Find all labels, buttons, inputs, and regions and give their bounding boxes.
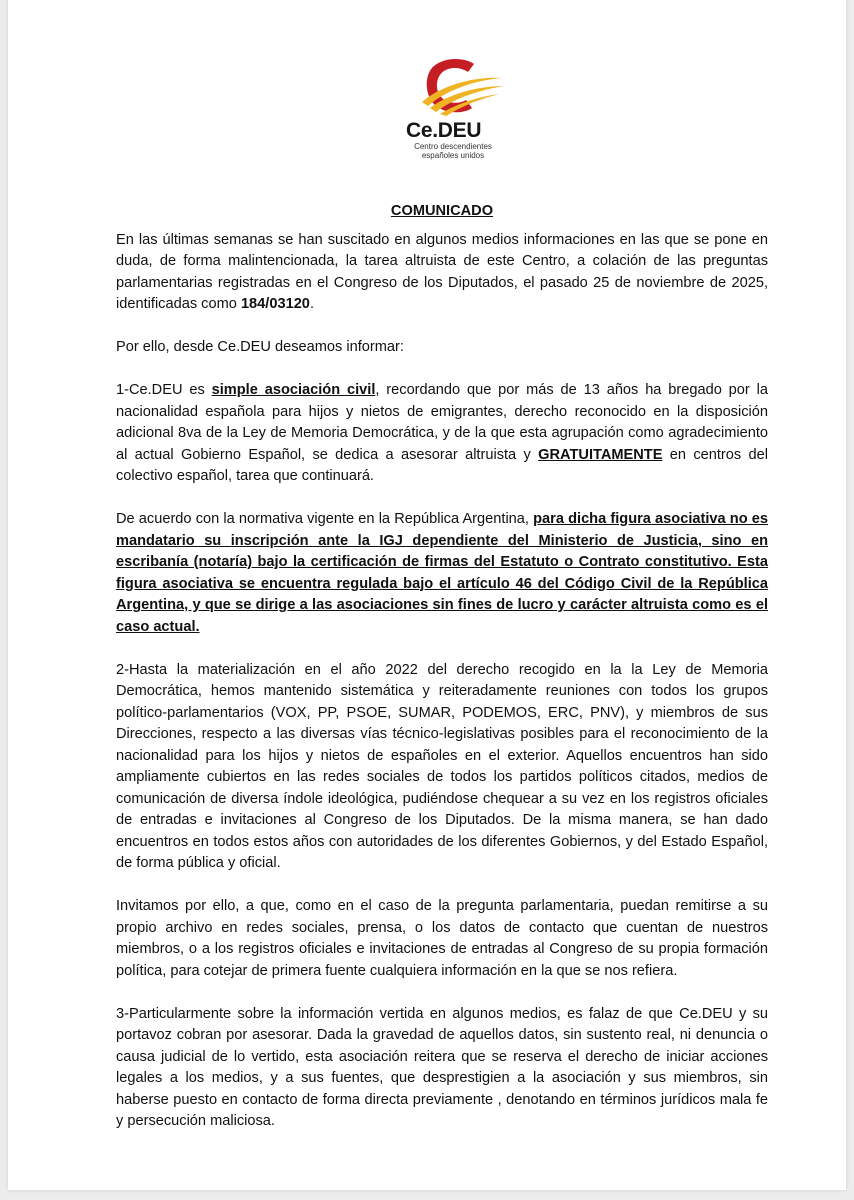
document-page [8, 0, 846, 1190]
paragraph-point-1 [116, 380, 768, 488]
paragraph-point-2: 2-Hasta la materialización en el año 2022 del derecho recogido en la la Ley de Memoria Democrática, hemos mantenido sistemática y reiteradamente reuniones con todos los grupos político-parlamentarios (VOX, PP, PSOE, SUMAR, PODEMOS, ERC, PNV), y miembros de sus Direcciones, respecto a las diversas vías técnico-legislativas posibles para el reconocimiento de la nacionalidad para los hijos y nietos de españoles en el exterior. Aquellos encuentros han sido ampliamente cubiertos en las redes sociales de todos los partidos políticos citados, medios de comunicación de diversa índole ideológica, pudiéndose chequear a su vez en los registros oficiales de entradas e invitaciones al Congreso de los Diputados. De la misma manera, se han dado encuentros en todos estos años con autoridades de los diferentes Gobiernos, y del Estado Español, de forma pública y oficial. [116, 661, 768, 871]
legal-emphasis: para dicha figura asociativa no es mandatario su inscripción ante la IGJ dependiente del Ministerio de Justicia, sino en escribanía (notaría) bajo la certificación de firmas del Estatuto o Contrato constitutivo. Esta figura asociativa se encuentra regulada bajo el artículo 46 del Código Civil de la República Argentina, y que se dirige a las asociaciones sin fines de lucro y carácter altruista como es el caso actual. [116, 511, 768, 635]
cedeu-logo [396, 56, 516, 162]
paragraph-legal [116, 509, 768, 638]
point-1-text-b: , recordando que por más de 13 años ha bregado por la nacionalidad española para hijos y nietos de emigrantes, derecho reconocido en la disposición adicional 8va de la Ley de Memoria Democrática, y de la que esta agrupación como agradecimiento al actual Gobierno Español, se dedica a asesorar altruista y [116, 382, 768, 463]
document-heading: COMUNICADO [390, 203, 494, 219]
paragraph-intro-end: . [309, 296, 314, 312]
cedeu-emblem-icon [416, 56, 506, 118]
point-1-text-a: 1-Ce.DEU es [116, 382, 212, 398]
logo-wordmark: Ce.DEU [406, 119, 482, 142]
legal-text: De acuerdo con la normativa vigente en la República Argentina, [116, 511, 534, 527]
paragraph-intro-text: En las últimas semanas se han suscitado en algunos medios informaciones en las que se pone en duda, de forma malintencionada, la tarea altruista de este Centro, a colación de las preguntas parlamentarias registradas en el Congreso de los Diputados, el pasado 25 de noviembre de 2025, identificadas como [116, 231, 768, 312]
point-1-emphasis-free: GRATUITAMENTE [538, 446, 663, 463]
paragraph-intro [116, 230, 768, 316]
paragraph-invitation: Invitamos por ello, a que, como en el caso de la pregunta parlamentaria, puedan remitirse a su propio archivo en redes sociales, prensa, o los datos de contacto que cuentan de nuestros miembros, o a los registros oficiales e invitaciones de entradas al Congreso de su propia formación política, para cotejar de primera fuente cualquiera información en la que se nos refiera. [116, 898, 768, 979]
document-body [116, 201, 768, 1154]
logo-subtitle: Centro descendientes españoles unidos [414, 142, 492, 160]
point-1-text-c: en centros del colectivo español, tarea que continuará. [116, 446, 769, 484]
paragraph-point-3: 3-Particularmente sobre la información vertida en algunos medios, es falaz de que Ce.DEU y su portavoz cobran por asesorar. Dada la gravedad de aquellos datos, sin sustento real, ni denuncia o causa judicial de lo vertido, esta asociación reitera que se reserva el derecho de iniciar acciones legales a los medios, y a sus fuentes, que desprestigien a la asociación y sus miembros, sin haberse puesto en contacto de forma directa previamente , denotando en términos jurídicos mala fe y persecución maliciosa. [116, 1005, 768, 1129]
paragraph-announce: Por ello, desde Ce.DEU deseamos informar: [116, 339, 404, 355]
question-reference: 184/03120 [240, 296, 310, 312]
point-1-emphasis: simple asociación civil [211, 382, 376, 398]
